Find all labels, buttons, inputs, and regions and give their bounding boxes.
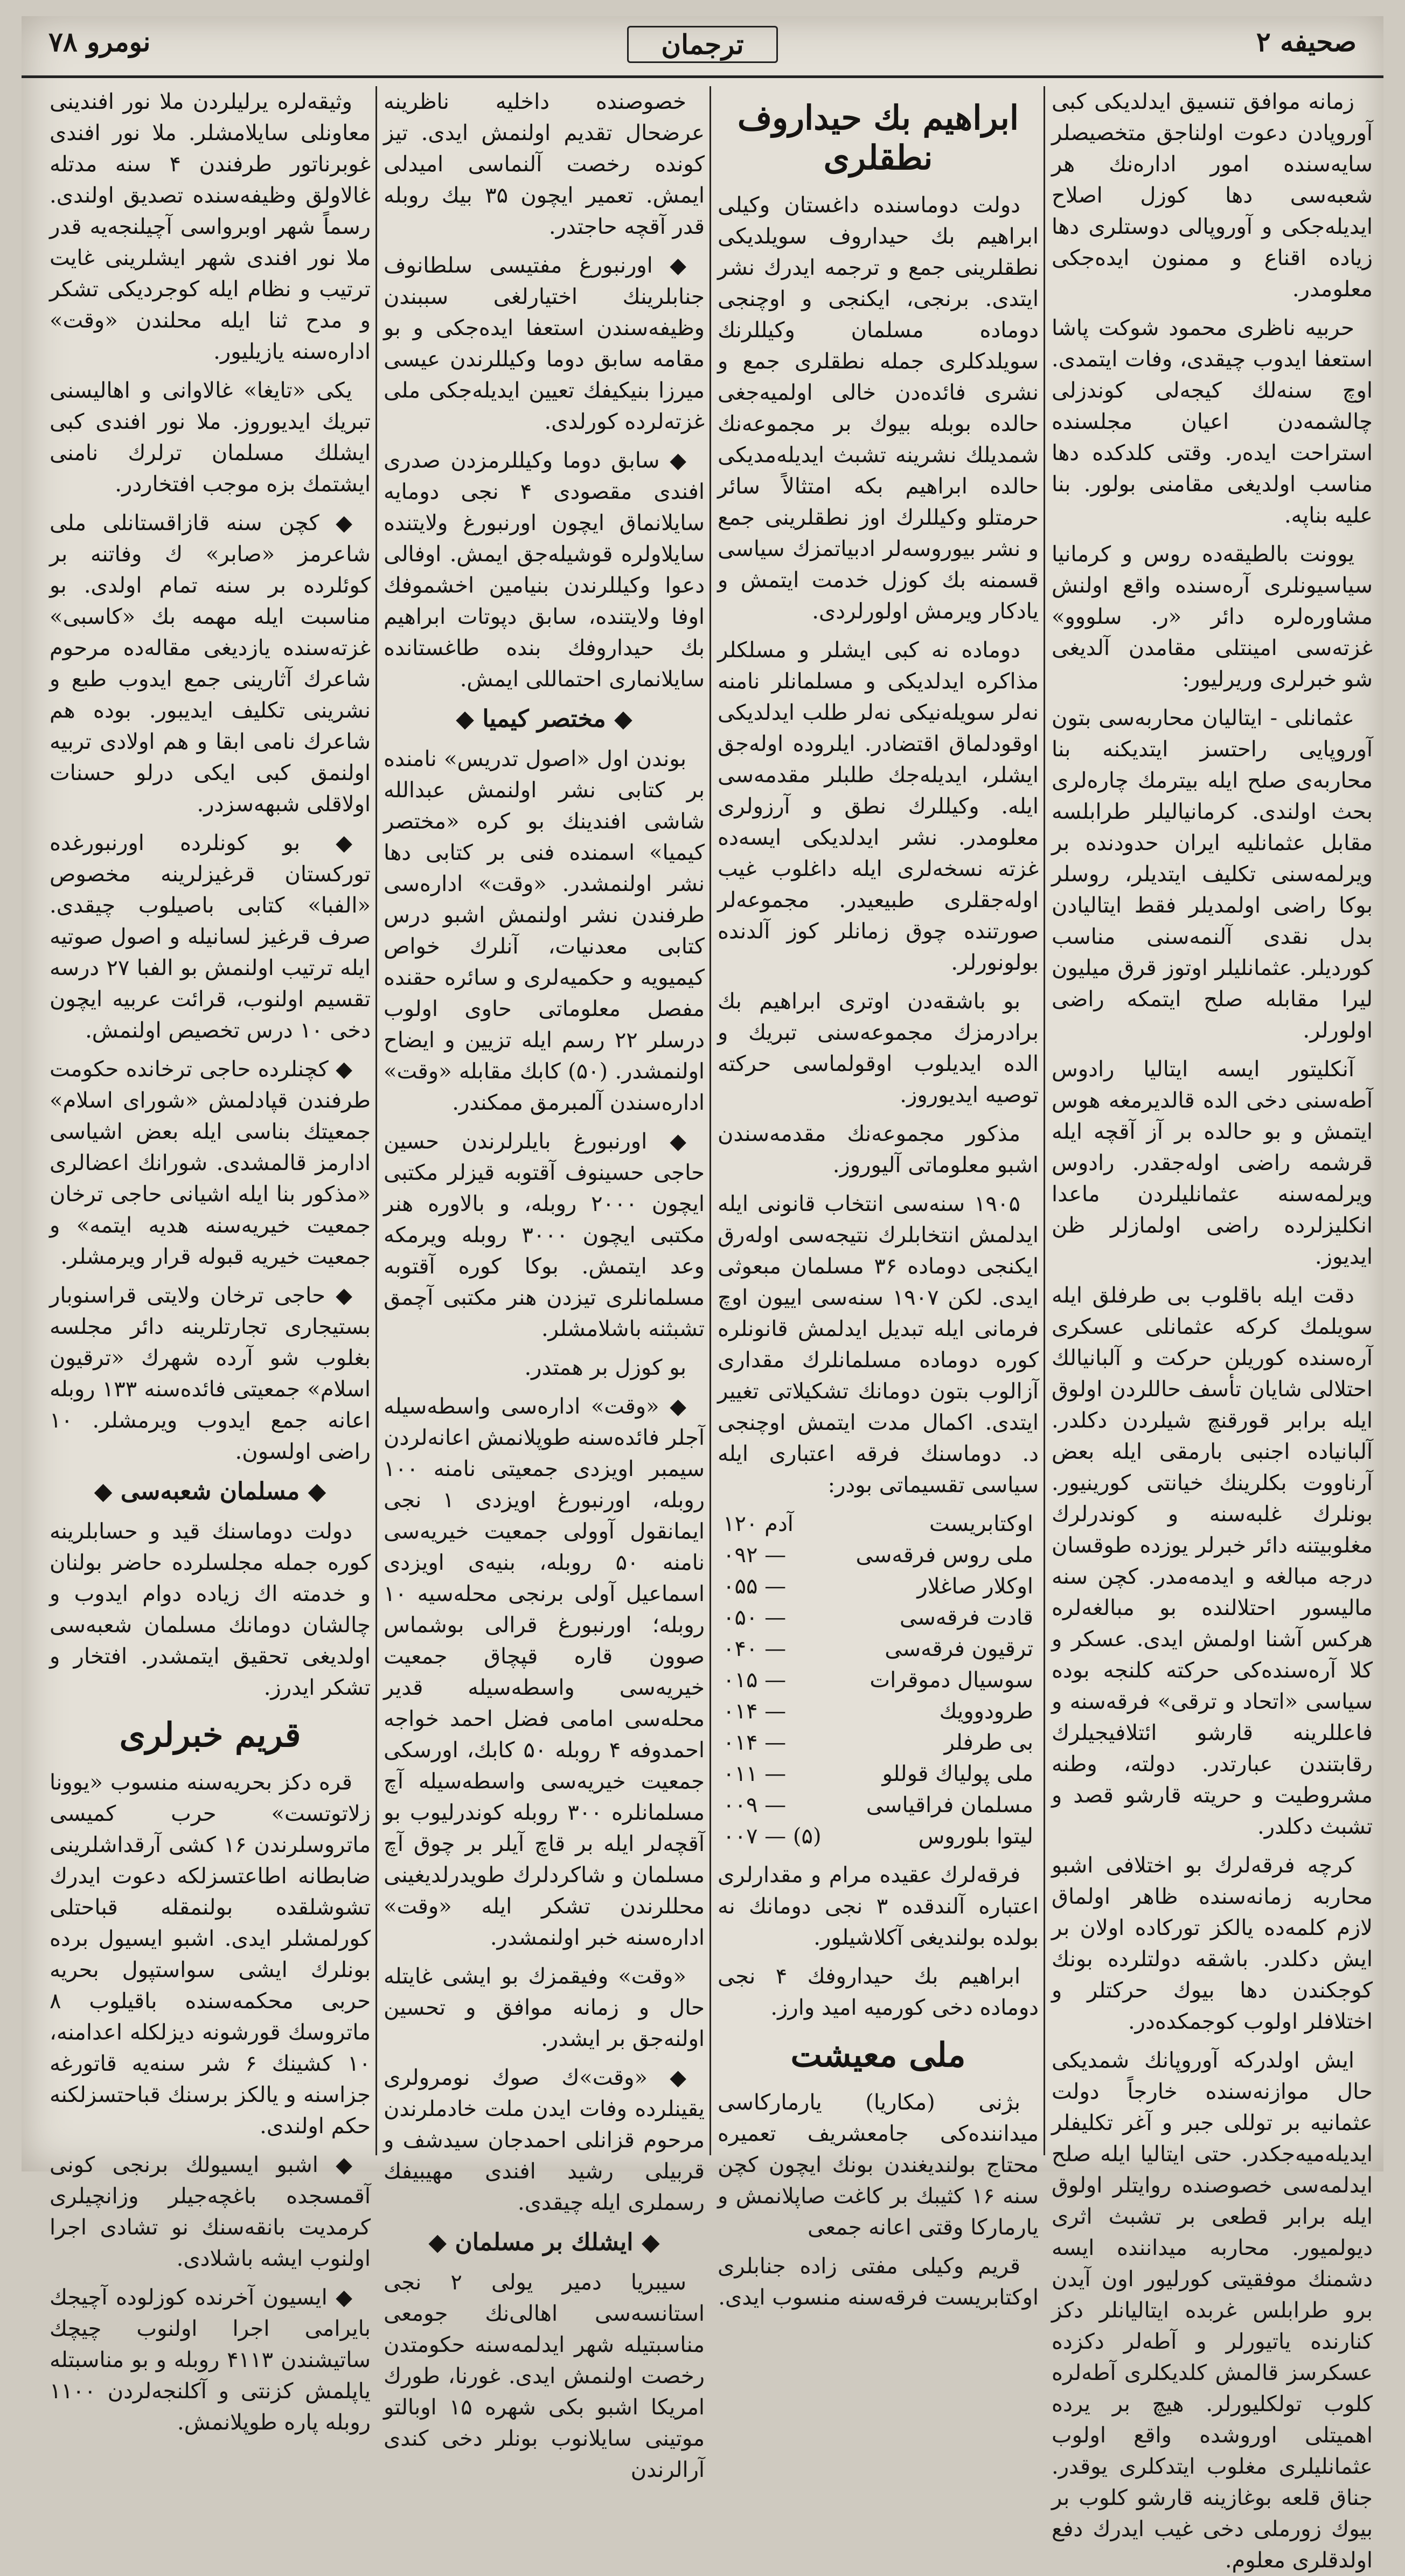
article-paragraph: حربیه ناظری محمود شوکت پاشا استعفا ایدوب چیقدی، وفات ایتمدی. اوچ سنه‌لك کیجه‌لی کوندزلی چالشمه‌دن اعیان مجلسنده استراحت ایده‌ر. وقتی کلدکده دها مناسب اولدیغی مقامنی بولور. بنا علیه بناپه.: [1052, 316, 1373, 528]
article-paragraph: یکی «تایغا» غالاوانی و اهالیسنی تبریك ایدیوروز. ملا نور افندی کبی ایشلك مسلمان ترلرك نامنی ایشتمك بزه موجب افتخاردر.: [50, 378, 371, 497]
article-paragraph: ◆ حاجی ترخان ولایتی قراسنوبار بستیجاری تجارتلرینه دائر مجلسه بغلوب شو آرده شهرك «ترقیون اسلام» جمعیتی فائده‌سنه ۱۳۳ روبله اعانه جمع ایدوب ویرمشلر. ۱۰ راضی اولسون.: [50, 1283, 371, 1464]
column-divider: [1044, 86, 1045, 2155]
column-1: [1052, 86, 1373, 2573]
party-row: [718, 1696, 1039, 1727]
party-name: بی طرفلر: [944, 1730, 1033, 1755]
article-paragraph: دولت دوماسنك قید و حسابلرینه کوره جمله مجلسلرده حاضر بولنان و خدمته اك زیاده دوام ایدوب و چالشان دومانك مسلمان شعبه‌سی اولدیغی تحقیق ایتمشدر. افتخار و تشکر ایدرز.: [50, 1519, 371, 1700]
column-4: [50, 86, 371, 2435]
page-header: [22, 16, 1383, 78]
article-paragraph: ایش اولدرکه آوروپانك شمدیکی حال موازنه‌سنده خارجاً دولت عثمانیه بر توللی جبر و آغر تکلیفلر ایدیله‌میه‌جکدر. حتی ایتالیا ایله صلح ایدلمه‌سی خصوصنده روایتلر اولوق ایله برابر قطعی بر تشبث اثری دیولمیور. محاربه میداننده ایسه دشمنك موفقیتی کورلیور اون آیدن برو طرابلس غربده ایتالیانلر دکز کنارنده یاتیورلر و آطه‌لر دکزده عسکرسز قالمش کلدیکلری آطه‌لره کلوب تولکلیورلر. هیچ بر یرده اهمیتلی اوروشده واقع اولوب عثمانلیلری مغلوب ایتدکلری یوقدر. جناق قلعه بوغازینه قارشو کلوب بر بیوك زورملی دخی غیب ایدرك دفع اولدقلری معلوم.: [1052, 2048, 1373, 2573]
party-table: [718, 1508, 1039, 1852]
article-title: ملی معیشت: [790, 2035, 966, 2074]
party-row: [718, 1790, 1039, 1821]
party-name: مسلمان فراقیاسی: [866, 1793, 1033, 1818]
party-seat-count: ۱۲۰ آدم: [723, 1512, 794, 1536]
party-seat-count: ۰۴۰ —: [723, 1637, 787, 1661]
article-paragraph: قریم وکیلی مفتی زاده جنابلری اوکتابریست فرقه‌سنه منسوب ایدی.: [718, 2254, 1039, 2310]
article-paragraph: بژنی (مکاریا) یارمارکاسی میداننده‌کی جامعشریف تعمیره محتاج بولندیغندن بونك ایچون کچن سنه ۱۶ کثیبك بر کاغت صاپلانمش و یارمارکا وقتی اعانه جمعی: [718, 2090, 1039, 2240]
article-paragraph: آنکلیتور ایسه ایتالیا رادوس آطه‌سنی دخی الده قالدیرمغه هوس ایتمش و بو حالده بر آز آقچه ایله قرشمه راضی اوله‌جقدر. رادوس ویرلمه‌سنه عثمانلیلردن ماعدا انکلیزلرده راضی اولمازلر ظن ایدیوز.: [1052, 1057, 1373, 1269]
party-seat-count: ۰۰۷ — (۵): [723, 1824, 822, 1849]
article-paragraph: وثیقه‌لره یرلیلردن ملا نور افندینی معاونلی سایلامشلر. ملا نور افندی غوبرناتور طرفندن ۴ سنه مدتله غالاولق وظیفه‌سنده تصدیق اولندی. رسماً شهر اوبرواسی آچیلنجه‌یه قدر ملا نور افندی شهر ایشلرینی غایت ترتیب و نظام ایله کوجردیکی تشکر و مدح ثنا ایله محلندن «وقت» اداره‌سنه یازیلیور.: [50, 89, 371, 364]
party-row: [718, 1602, 1039, 1633]
party-seat-count: ۰۵۰ —: [723, 1605, 787, 1630]
newspaper-page: [22, 16, 1383, 2573]
article-paragraph: دولت دوماسنده داغستان وکیلی ابراهیم بك حیداروف سویلدیکی نطقلرینی جمع و ترجمه ایدرك نشر ایتدی. برنجی، ایکنجی و اوچنجی دوماده مسلمان وکیللرنك سویلدکلری جمله نطقلری جمع و نشری فائده‌دن خالی اولمیه‌جغی حالده بوبله بیوك بر مجموعه‌نك شمدیلك نشرینه تشبث ایدیله‌مدیکی حالده ابراهیم بکه امتثالاً سائر حرمتلو وکیللرك اوز نطقلرینی جمع و نشر بیوروسه‌لر ادبیاتمزك سیاسی قسمنه بك کوزل خدمت ایتمش و یادکار ویرمش اولورلردی.: [718, 193, 1039, 624]
article-paragraph: بو کوزل بر همتدر.: [524, 1355, 686, 1380]
article-paragraph: ◆ بو کونلرده اورنبورغده توركستان قرغیزلرینه مخصوص «الفبا» کتابی باصیلوب چیقدی. صرف قرغیز لسانیله و اصول صوتیه ایله ترتیب اولنمش بو الفبا ۲۷ درسه تقسیم اولنوب، قرائت عربیه ایچون دخی ۱۰ درس تخصیص اولنمش.: [50, 831, 371, 1043]
article-paragraph: مذکور مجموعه‌نك مقدمه‌سندن اشبو معلوماتی آلیوروز.: [718, 1122, 1039, 1178]
article-paragraph: فرقه‌لرك عقیده مرام و مقدارلری اعتباره آلندقده ۳ نجی دومانك نه بولده بولندیغی آکلاشیلور.: [718, 1863, 1039, 1950]
newspaper-title: ترجمان: [627, 26, 777, 63]
column-divider: [710, 86, 711, 2155]
issue-number-label: نومرو ۷۸: [48, 26, 151, 58]
article-paragraph: ۱۹۰۵ سنه‌سی انتخاب قانونی ایله ایدلمش انتخابلرك نتیجه‌سی اوله‌رق ایکنجی دوماده ۳۶ مسلمان مبعوثی ایدی. لکن ۱۹۰۷ سنه‌سی اییون اوچ فرمانی ایله تبدیل ایدلمش قانونلره کوره دوماده مسلمانلرك مقداری آزالوب بتون دومانك تشکیلاتی تغییر ایتدی. اکمال مدت ایتمش اوچنجی د. دوماسنك فرقه اعتباری ایله سیاسی تقسیماتی بودر:: [718, 1192, 1039, 1498]
party-name: قادت فرقه‌سی: [899, 1605, 1033, 1630]
article-paragraph: کرچه فرقه‌لرك بو اختلافی اشبو محاربه زمانه‌سنده ظاهر اولماق لازم کلمه‌ده یالکز توركاده اولان بر ایش دکلدر. باشقه دولتلرده بونك کوجکندن دها بیوك حرکتلر و اختلافلر اولوب کوجمکده‌در.: [1052, 1853, 1373, 2034]
party-row: [718, 1540, 1039, 1571]
article-paragraph: عثمانلی - ایتالیان محاربه‌سی بتون آوروپایی راحتسز ایتدیکنه بنا محاربه‌ی صلح ایله بیترمك چاره‌لری بحث اولندی. کرمانیالیلر طرابلسه مقابل عثمانلیه ایران حدودنده بر ویرلمه‌سنی تکلیف ایتدیلر، روسلر بوکا راضی اولمدیلر فقط ایتالیادن بدل نقدی آلنمه‌سنی مناسب کوردیلر. عثمانلیلر اوتوز قرق میلیون لیرا مقابله صلح ایتمکه راضی اولورلر.: [1052, 706, 1373, 1043]
party-name: سوسیال دموقرات: [870, 1668, 1033, 1693]
party-row: [718, 1665, 1039, 1696]
party-row: [718, 1633, 1039, 1665]
party-seat-count: ۰۰۹ —: [723, 1793, 787, 1818]
party-row: [718, 1821, 1039, 1852]
party-seat-count: ۰۱۵ —: [723, 1668, 787, 1693]
article-paragraph: دوماده نه کبی ایشلر و مسلکلر مذاکره ایدلدیکی و مسلمانلر نامنه نه‌لر سویله‌نیکی نه‌لر طلب ایدلدیکی اوقودلماق اقتضادر. ایلروده اوله‌جق ایشلر، ایدیله‌جك طلبلر مقدمه‌سی ایله. وکیللرك نطق و آرزولری معلومدر. نشر ایدلدیکی ایسه‌ده غزته نسخه‌لری ایله داغلوب غیب اوله‌جقلری طبیعیدر. مجموعه‌لر صورتنده چوق زمانلر کوز آلدنده بولونورلر.: [718, 638, 1039, 975]
article-title: قریم خبرلری: [119, 1715, 301, 1755]
party-row: [718, 1571, 1039, 1602]
page-number-label: صحیفه ۲: [1256, 26, 1357, 58]
party-name: لیتوا بلوروس: [918, 1824, 1033, 1849]
article-paragraph: ◆ اورنبورغ مفتیسی سلطانوف جنابلرینك اختیارلغی سببندن وظیفه‌سندن استعفا ایده‌جکی و بو مقامه سابق دوما وکیللرندن عیسی میرزا بنیکیفك تعیین ایدیله‌جکی ملی غزته‌لرده کورلدی.: [384, 253, 705, 434]
article-paragraph: ◆ اشبو ایسیولك برنجی کونی آقمسجده باغچه‌جیلر وزانچیلری کرمدیت بانقه‌سنك نو تشادی اجرا اولنوب ایشه باشلادی.: [50, 2153, 371, 2271]
section-heading: ◆ مسلمان شعبه‌سی ◆: [94, 1478, 326, 1505]
article-title: ابراهیم بك حیداروف نطقلری: [737, 98, 1019, 177]
article-paragraph: «وقت» وفیقمزك بو ایشی غایتله حال و زمانه موافق و تحسین اولنه‌جق بر ایشدر.: [384, 1964, 705, 2051]
newspaper-title-wrap: [22, 26, 1383, 63]
article-paragraph: بو باشقه‌دن اوتری ابراهیم بك برادرمزك مجموعه‌سنی تبریك و الده ایدیلوب اوقولماسی حرکته توصیه ایدیوروز.: [718, 989, 1039, 1108]
article-paragraph: ◆ «وقت»ك صوك نومرولری یقینلرده وفات ایدن ملت خادملرندن مرحوم قزانلی احمدجان سیدشف و قربیلی رشید افندی مهیبیفك رسملری ایله چیقدی.: [384, 2065, 705, 2215]
party-row: [718, 1508, 1039, 1540]
party-row: [718, 1727, 1039, 1758]
party-seat-count: ۰۱۱ —: [723, 1762, 787, 1786]
article-paragraph: زمانه موافق تنسیق ایدلدیکی کبی آوروپادن دعوت اولناجق متخصیصلر سایه‌سنده امور اداره‌نك هر شعبه‌سی دها کوزل اصلاح ایدیله‌جکی و آوروپالی دوستلری دها زیاده اقناع و ممنون ایده‌جکی معلومدر.: [1052, 89, 1373, 302]
section-heading: ◆ ایشلك بر مسلمان ◆: [428, 2229, 660, 2256]
party-row: [718, 1758, 1039, 1790]
article-columns: [32, 86, 1373, 2573]
party-name: ملی پولیاك قوللو: [882, 1762, 1033, 1786]
article-paragraph: دقت ایله باقلوب بی طرفلق ایله سویلمك کرکه عثمانلی عسکری آره‌سنده کوریلن حرکت و آلبانیالك احتلالی شایان تأسف حاللردن اولوق ایله برابر قورقنچ شیلردن دکلدر. آلبانیاده اجنبی بارمقی ایله بعض آرناووت بکلرینك خیانتی کورینیور. بونلرك غلبه‌سنه و کوندرلرك مغلوبیتنه دائر خبرلر یوزده طوقسان درجه مبالغه و ایدمه‌مدر. کچن سنه مالیسور احتلالنده بو مبالغه‌لره هرکس آشنا اولمش ایدی. عسکر و کلا آره‌سنده‌کی حرکته کلنجه بوده سیاسی «اتحاد و ترقی» فرقه‌سنه و فاعللرینه قارشو ائتلافیجیلرك رقابتندن عبارتدر. دولته، وطنه مشروطیت و حریته قارشو قصد و تشبث دکلدر.: [1052, 1283, 1373, 1839]
article-paragraph: خصوصنده داخلیه ناظرینه عرضحال تقدیم اولنمش ایدی. تیز کونده رخصت آلنماسی امیدلی ایمش. تعمیر ایچون ۳۵ بیك روبله قدر آقچه حاجتدر.: [384, 89, 705, 239]
article-paragraph: ابراهیم بك حیداروفك ۴ نجی دوماده دخی کورمیه امید وارز.: [718, 1964, 1039, 2020]
party-seat-count: ۰۵۵ —: [723, 1574, 787, 1599]
article-paragraph: ◆ کچنلرده حاجی ترخانده حکومت طرفندن قپادلمش «شورای اسلام» جمعیتك بناسی ایله بعض اشیاسی ادارمز قالمشدی. شورانك اعضالری «مذکور بنا ایله اشیانی حاجی ترخان جمعیت خیریه‌سنه هدیه ایتمه» و جمعیت خیریه قبوله قرار ویرمشلر.: [50, 1057, 371, 1269]
party-seat-count: ۰۹۲ —: [723, 1543, 787, 1568]
article-paragraph: ◆ کچن سنه قازاقستانلی ملی شاعرمز «صابر» ك وفاتنه بر کوئلرده بر سنه تمام اولدی. بو مناسبت ایله مهمه بك «کاسبی» غزته‌سنده یازدیغی مقاله‌ده مرحوم شاعرك آثارینی جمع ایدوب طبع و نشرینی تکلیف ایدیبور. بوده هم شاعرك نامی ابقا و هم اولادی تربیه اولنمق کبی ایکی درلو حسنات اولاقلی شبهه‌سزدر.: [50, 511, 371, 817]
article-paragraph: بوندن اول «اصول تدریس» نامنده بر کتابی نشر اولنمش عبدالله شاشی افندینك بو کره «مختصر کیمیا» اسمنده فنی بر کتابی دها نشر اولنمشدر. «وقت» اداره‌سی طرفندن نشر اولنمش اشبو درس کتابی معدنیات، آنلرك خواص کیمیویه و حکمیه‌لری و سائره حقنده مفصل معلوماتی حاوی اولوب درسلر ۲۲ رسم ایله تزیین و ایضاح اولنمشدر. (۵۰) کابك مقابله «وقت» اداره‌سندن آلمبرمق ممکندر.: [384, 747, 705, 1115]
party-name: ملی روس فرقه‌سی: [855, 1543, 1033, 1568]
party-name: ترقیون فرقه‌سی: [885, 1637, 1033, 1661]
party-name: اوکتابریست: [929, 1512, 1033, 1536]
article-paragraph: قره دکز بحریه‌سنه منسوب «یوونا زلاتوتست» حرب کمیسی ماتروسلرندن ۱۶ کشی آرقداشلرینی ضابطانه اطاعتسزلکه دعوت ایدرك تشوشلقده بولنمقله قباحتلی کورلمشلر ایدی. اشبو ایسیول برده بونلرك ایشی سواستپول بحریه حربی محکمه‌سنده باقیلوب ۸ ماتروسك قورشونه دیزلکله اعدامنه، ۱۰ کشینك ۶ شر سنه‌یه قاتورغه جزاسنه و یالکز برسنك قباحتسزلکنه حکم اولندی.: [50, 1770, 371, 2139]
article-paragraph: یوونت بالطیقه‌ده روس و کرمانیا سیاسیونلری آره‌سنده واقع اولنش مشاوره‌لره دائر «ر. سلووو» غزته‌سی امینتلی مقامدن آلدیغی شو خبرلری وریرلیور:: [1052, 542, 1373, 692]
column-2: [718, 86, 1039, 2310]
column-3: [384, 86, 705, 2482]
party-seat-count: ۰۱۴ —: [723, 1730, 787, 1755]
column-divider: [375, 86, 377, 2155]
party-seat-count: ۰۱۴ —: [723, 1699, 787, 1724]
party-name: طرودوویك: [939, 1699, 1033, 1724]
party-name: اوکلار صاغلار: [917, 1574, 1033, 1599]
article-paragraph: ◆ «وقت» اداره‌سی واسطه‌سیله آجلر فائده‌سنه طوپلانمش اعانه‌لردن سیمبر اویزدی جمعیتی نامنه ۱۰۰ روبله، اورنبورغ اویزدی ۱ نجی ایمانقول آوولی جمعیت خیریه‌سی نامنه ۵۰ روبله، بنیه‌ی اویزدی اسماعیل آولی برنجی محله‌سیه ۱۰ روبله؛ اورنبورغ قرالی بوشماس صوون قاره قپچاق جمعیت خیریه‌سی واسطه‌سیله قدیر محله‌سی امامی فضل احمد خواجه احمدوفه ۴ روبله ۵۰ کابك، اورسکی جمعیت خیریه‌سی واسطه‌سیله آچ مسلمانلره ۳۰۰ روبله کوندرلیوب بو آقچه‌لر ایله بر قاچ آیلر بر چوق آچ مسلمان و شاکردلرك طویدرلدیغینی محللرندن تشکر ایله «وقت» اداره‌سنه خبر اولنمشدر.: [384, 1394, 705, 1950]
section-heading: ◆ مختصر کیمیا ◆: [456, 705, 632, 733]
article-paragraph: سیبریا دمیر یولی ۲ نجی استانسه‌سی اهالی‌نك جومعی مناسبتیله شهر ایدلمه‌سنه حکومتدن رخصت اولنمش ایدی. غورنا، طورك امریکا اشبو بکی شهره ۱۵ اوبالتو موتینی سایلانوب بونلر دخی کندی آرالرندن: [384, 2270, 705, 2482]
article-paragraph: ◆ ایسیون آخرنده کوزلوده آچیجك بایرامی اجرا اولنوب چیچك ساتیشندن ۴۱۱۳ روبله و بو مناسبتله یاپلمش کزنتی و آکلنجه‌لردن ۱۱۰۰ روبله پاره طوپلانمش.: [50, 2285, 371, 2435]
article-paragraph: ◆ سابق دوما وکیللرمزدن صدری افندی مقصودی ۴ نجی دومایه سایلانماق ایچون اورنبورغ ولایتنده سایلاولره قوشیله‌جق ایمش. اوفالی دعوا وکیللرندن بنیامین اخشموفك اوفا ولایتنده، سابق دپوتات ابراهیم بك حیداروفك بنده طاغستانده سایلانماری احتماللی ایمش.: [384, 448, 705, 692]
article-paragraph: ◆ اورنبورغ بایلرلرندن حسین حاجی حسینوف آقتوبه قیزلر مکتبی ایچون ۲۰۰۰ روبله، و بالاوره هنر مکتبی ایچون ۳۰۰۰ روبله ویرمکه وعد ایتمش. بوکا کوره آقتوبه مسلمانلری تیزدن هنر مکتبی آچمق تشبثنه باشلامشلر.: [384, 1129, 705, 1341]
